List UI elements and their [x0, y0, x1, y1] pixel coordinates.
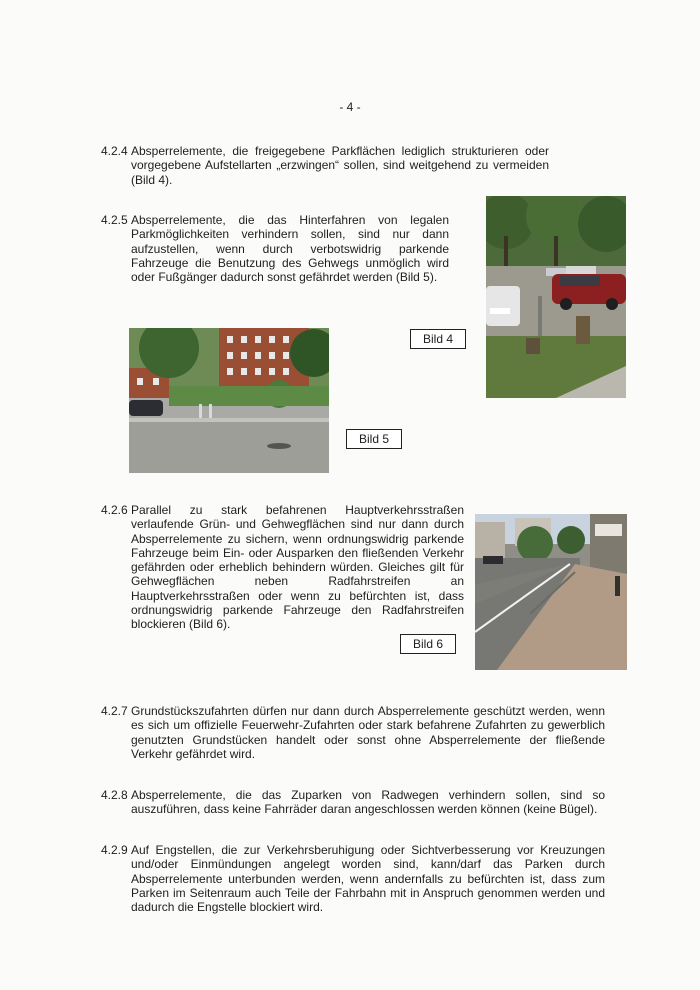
section-text: Absperrelemente, die freigegebene Parkflächen lediglich strukturieren oder vorgegebene Aufstellarten „erzwingen“ sollen, sind weitgehend zu vermeiden (Bild 4). — [131, 144, 549, 187]
photo-bild-4 — [486, 196, 626, 398]
photo-bild-5 — [129, 328, 329, 473]
section-text: Parallel zu stark befahrenen Hauptverkehrsstraßen verlaufende Grün- und Gehwegflächen sind nur dann durch Absperrelemente zu sichern, wenn ordnungswidrig parkende Fahrzeuge beim Ein- oder Ausparken den fließenden Verkehr gefährden oder erheblich behindern würden. Gleiches gilt für Gehwegflächen neben Radfahrstreifen an Hauptverkehrsstraßen oder wenn zu befürchten ist, dass ordnungswidrig parkende Fahrzeuge den Radfahrstreifen blockieren (Bild 6). — [131, 503, 464, 632]
caption-bild-4: Bild 4 — [410, 329, 466, 349]
section-number: 4.2.9 — [101, 843, 128, 857]
section-text: Grundstückszufahrten dürfen nur dann durch Absperrelemente geschützt werden, wenn es sich um offizielle Feuerwehr-Zufahrten oder stark befahrene Zufahrten zu gewerblich genutzten Grundstücken handelt oder sonst ohne Absperrelemente der fließende Verkehr gefährdet wird. — [131, 704, 605, 761]
photo-bild-6 — [475, 514, 627, 670]
caption-bild-5: Bild 5 — [346, 429, 402, 449]
caption-bild-6: Bild 6 — [400, 634, 456, 654]
section-text: Auf Engstellen, die zur Verkehrsberuhigung oder Sichtverbesserung vor Kreuzungen und/oder Einmündungen angelegt worden sind, kann/darf das Parken durch Absperrelemente unterbunden werden, wenn andernfalls zu befürchten ist, dass zum Parken im Seitenraum auch Teile der Fahrbahn mit in Anspruch genommen werden und dadurch die Engstelle blockiert wird. — [131, 843, 605, 915]
section-number: 4.2.5 — [101, 213, 128, 227]
section-number: 4.2.8 — [101, 788, 128, 802]
section-number: 4.2.6 — [101, 503, 128, 517]
page-number: - 4 - — [339, 100, 361, 114]
section-text: Absperrelemente, die das Zuparken von Radwegen verhindern sollen, sind so auszuführen, dass keine Fahrräder daran angeschlossen werden können (keine Bügel). — [131, 788, 605, 817]
section-number: 4.2.4 — [101, 144, 128, 158]
section-text: Absperrelemente, die das Hinterfahren von legalen Parkmöglichkeiten verhindern sollen, sind nur dann aufzustellen, wenn durch verbotswidrig parkende Fahrzeuge die Benutzung des Gehwegs unmöglich wird oder Fußgänger dadurch sonst gefährdet werden (Bild 5). — [131, 213, 449, 285]
section-number: 4.2.7 — [101, 704, 128, 718]
